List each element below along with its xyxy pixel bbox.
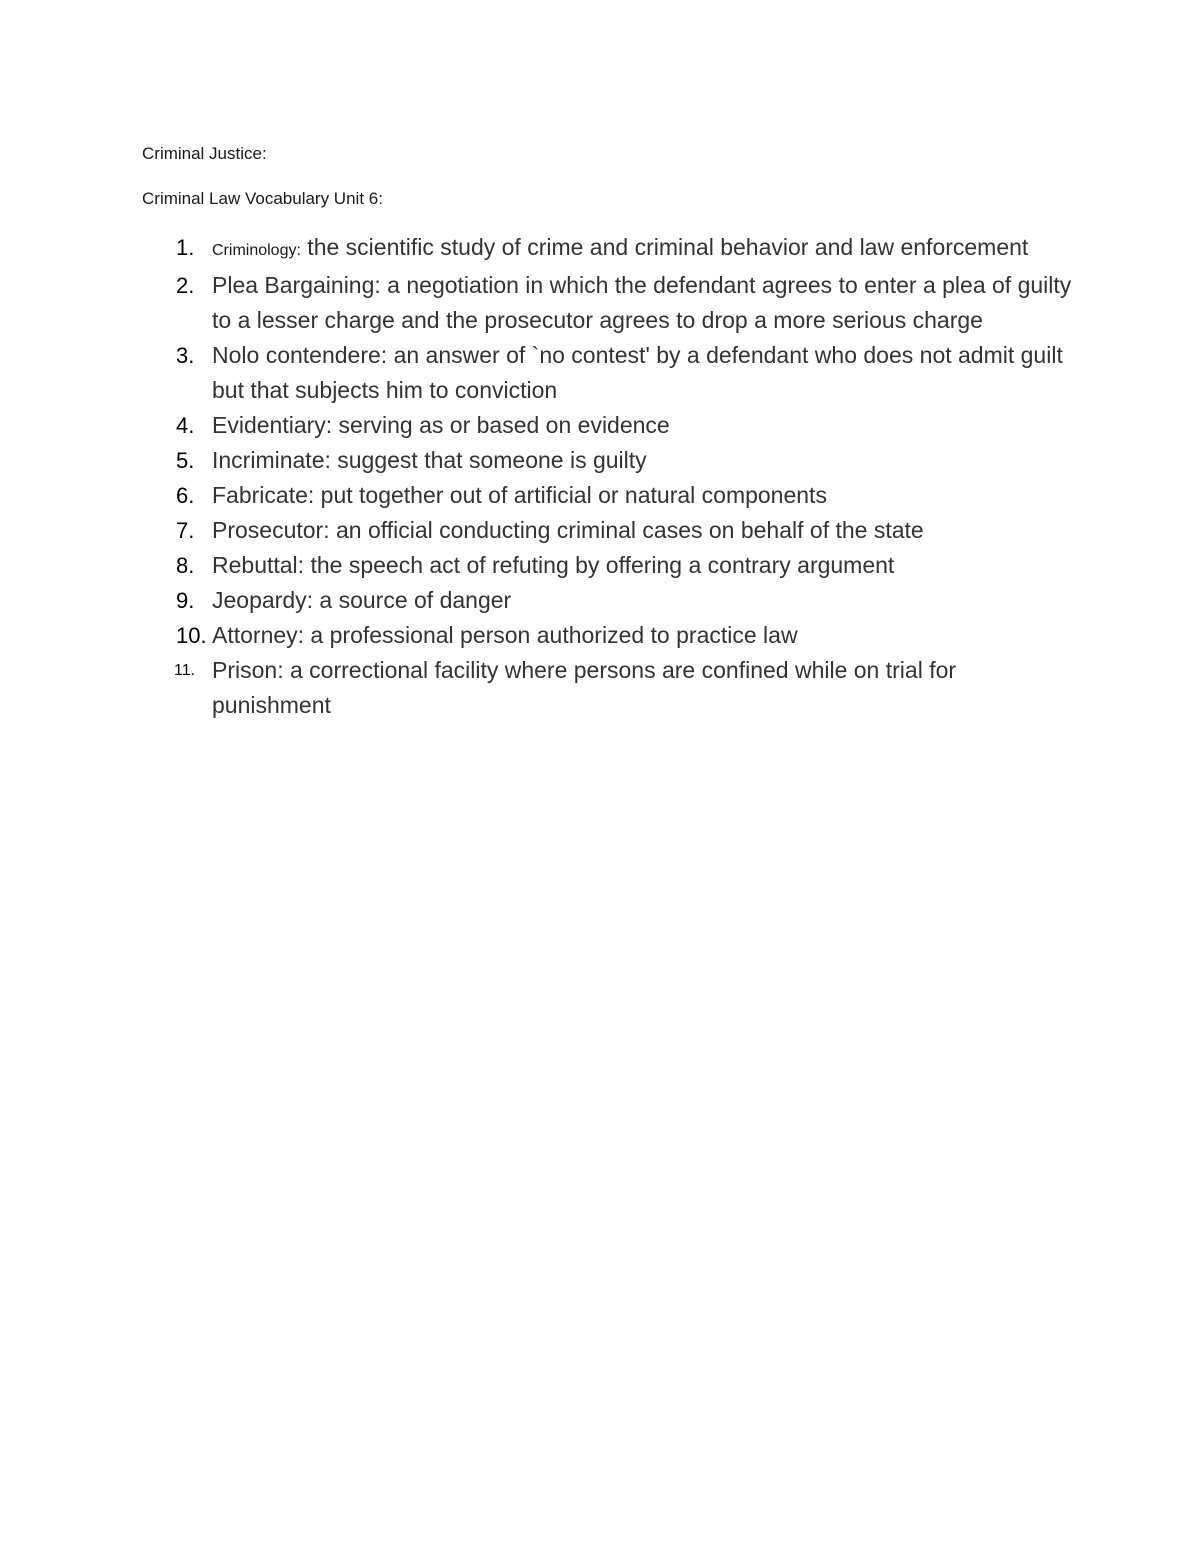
item-definition: the speech act of refuting by offering a contrary argument — [304, 552, 895, 578]
item-term: Prosecutor: — [212, 517, 330, 543]
item-definition: a source of danger — [313, 587, 512, 613]
item-term: Plea Bargaining: — [212, 272, 381, 298]
item-term: Incriminate: — [212, 447, 331, 473]
item-term: Rebuttal: — [212, 552, 305, 578]
item-number: 10. — [176, 623, 207, 648]
item-number: 9. — [176, 588, 195, 613]
item-definition: an official conducting criminal cases on behalf of the state — [329, 517, 924, 543]
item-term: Nolo contendere: — [212, 342, 388, 368]
item-number: 7. — [176, 518, 195, 543]
item-definition: serving as or based on evidence — [332, 412, 670, 438]
document-subtitle: Criminal Law Vocabulary Unit 6: — [142, 189, 383, 208]
item-term: Jeopardy: — [212, 587, 314, 613]
list-item — [142, 583, 1072, 618]
list-item — [142, 548, 1072, 583]
item-term: Attorney: — [212, 622, 305, 648]
list-item — [142, 268, 1072, 338]
item-definition: an answer of `no contest' by a defendant who does not admit guilt but that subjects him to conviction — [212, 342, 1063, 403]
item-number: 1. — [176, 235, 195, 260]
item-term: Fabricate: — [212, 482, 315, 508]
item-definition: suggest that someone is guilty — [330, 447, 647, 473]
item-number: 8. — [176, 553, 195, 578]
list-item — [142, 443, 1072, 478]
item-number: 4. — [176, 413, 195, 438]
item-definition: the scientific study of crime and criminal behavior and law enforcement — [300, 234, 1029, 260]
list-item — [142, 408, 1072, 443]
list-item — [142, 338, 1072, 408]
item-number: 2. — [176, 273, 195, 298]
item-number: 11. — [174, 662, 196, 679]
item-number: 6. — [176, 483, 195, 508]
document-title: Criminal Justice: — [142, 144, 267, 163]
item-number: 5. — [176, 448, 195, 473]
list-item — [142, 513, 1072, 548]
item-term: Prison: — [212, 657, 284, 683]
vocabulary-list — [142, 230, 1072, 723]
item-definition: a professional person authorized to practice law — [304, 622, 798, 648]
item-definition: a negotiation in which the defendant agrees to enter a plea of guilty to a lesser charge and the prosecutor agrees to drop a more serious charge — [212, 272, 1072, 333]
list-item — [142, 478, 1072, 513]
item-term: Evidentiary: — [212, 412, 333, 438]
item-number: 3. — [176, 343, 195, 368]
list-item — [142, 618, 1072, 653]
item-definition: put together out of artificial or natural components — [314, 482, 827, 508]
list-item — [142, 653, 1072, 723]
item-definition: a correctional facility where persons are confined while on trial for punishment — [212, 657, 957, 718]
list-item — [142, 230, 1072, 268]
item-term: Criminology: — [212, 242, 301, 259]
